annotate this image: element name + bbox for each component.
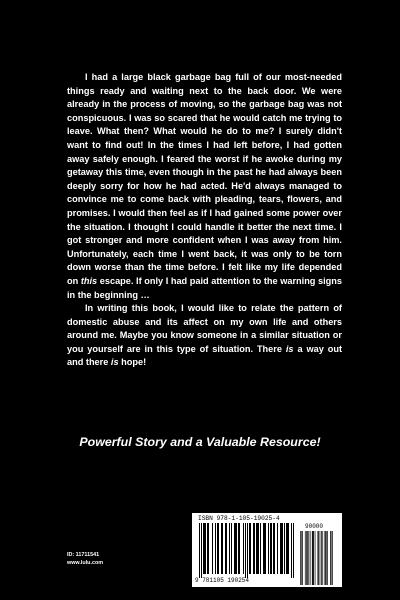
barcode-bar <box>264 523 265 574</box>
addon-bar <box>332 531 333 585</box>
barcode-bar <box>247 523 248 578</box>
barcode-bar <box>204 523 205 574</box>
addon-bar <box>331 531 332 585</box>
barcode-bar <box>253 523 254 574</box>
barcode-bar <box>231 523 232 574</box>
barcode-bar <box>250 523 251 574</box>
blurb-p2-text-c: hope! <box>118 357 147 368</box>
barcode-bar <box>280 523 281 574</box>
barcode-bar <box>293 523 294 578</box>
barcode-bar <box>288 523 289 574</box>
blurb-p1-text-a: I had a large black garbage bag full of our most-needed things ready and waiting next to the back door. We were already in the process of moving, so the garbage bag was not conspicuous. I was so scared that he would catch me trying to leave. What then? What would he do to me? I surely didn't want to find out! In the times I had left before, I had gotten away safely enough. I feared the worst if he awoke during my getaway this time, even though in the past he had always been deeply sorry for how he had acted. He'd always managed to convince me to come back with pleading, tears, flowers, and promises. I would then feel as if I had gained some power over the situation. I thought I could handle it better the next time. I got stronger and more confident when I was away from him. Unfortunately, each time I went back, it was only to be torn down worse than the time before. I felt like my life depended on <box>67 72 342 286</box>
barcode-bar <box>208 523 209 574</box>
addon-bar <box>326 531 327 585</box>
addon-bar <box>305 531 306 585</box>
barcode-bar <box>263 523 264 574</box>
barcode-bar <box>222 523 223 574</box>
barcode-bar <box>281 523 282 574</box>
barcode-bar <box>287 523 288 574</box>
addon-digits: 90000 <box>305 523 324 530</box>
barcode-bar <box>258 523 259 574</box>
barcode-bar <box>284 523 285 574</box>
blurb-p2-emphasis-2: is <box>110 357 119 368</box>
addon-bars <box>300 523 336 585</box>
barcode-bar <box>277 523 278 574</box>
addon-bar <box>327 531 328 585</box>
publisher-imprint <box>67 551 103 567</box>
barcode-bar <box>212 523 213 574</box>
addon-bar <box>312 531 313 585</box>
book-id: ID: 11711541 <box>67 552 100 558</box>
blurb-p2-text-b: a way out and there <box>67 343 342 368</box>
addon-bar <box>313 531 314 585</box>
barcode-bar <box>268 523 269 574</box>
addon-bar <box>318 531 319 585</box>
barcode-bar <box>254 523 255 574</box>
blurb-paragraph-2 <box>67 302 342 370</box>
barcode-bar <box>239 523 240 574</box>
barcode-bar <box>238 523 239 574</box>
barcode-bar <box>271 523 272 574</box>
barcode-bar <box>286 523 287 574</box>
barcode-bar <box>236 523 237 574</box>
tagline: Powerful Story and a Valuable Resource! <box>79 435 321 449</box>
blurb-p1-text-b: escape. If only I had paid attention to the warning signs in the beginning … <box>67 275 342 300</box>
blurb-p2-text-a: In writing this book, I would like to relate the pattern of domestic abuse and its affect on my own life and others around me. Maybe you know someone in a similar situation or you yourself are in this type of situation. There <box>67 303 342 354</box>
barcode-bar <box>243 523 244 574</box>
barcode-bar <box>282 523 283 574</box>
addon-bar <box>300 531 301 585</box>
addon-bar <box>318 531 319 585</box>
barcode-bar <box>218 523 219 574</box>
barcode-bar <box>249 523 250 574</box>
barcode-bar <box>203 523 204 574</box>
addon-bar <box>330 531 331 585</box>
addon-bar <box>306 531 307 585</box>
barcode-bar <box>199 523 200 578</box>
addon-bar <box>322 531 323 585</box>
barcode-digits: 9 781105 190254 <box>195 577 250 584</box>
barcode-bar <box>273 523 274 574</box>
barcode-bar <box>215 523 216 574</box>
barcode-bar <box>205 523 206 574</box>
barcode-bar <box>217 523 218 574</box>
blurb-p2-emphasis-1: is <box>285 343 294 354</box>
ean13-bars <box>198 523 296 578</box>
barcode-bar <box>226 523 227 574</box>
barcode-bar <box>257 523 258 574</box>
barcode-bar <box>274 523 275 574</box>
addon-bar <box>302 531 303 585</box>
barcode-bar <box>207 523 208 574</box>
barcode-bar <box>265 523 266 574</box>
addon-bar <box>320 531 321 585</box>
addon-bar <box>308 531 309 585</box>
isbn-label: ISBN 978-1-105-19025-4 <box>198 515 280 522</box>
barcode-bar <box>245 523 246 578</box>
back-cover-blurb <box>67 71 342 370</box>
addon-bar <box>321 531 322 585</box>
blurb-paragraph-1 <box>67 71 342 302</box>
barcode-bar <box>225 523 226 574</box>
addon-bar <box>301 531 302 585</box>
addon-bar <box>313 531 314 585</box>
addon-bar <box>315 531 316 585</box>
publisher-url: www.lulu.com <box>67 560 104 566</box>
blurb-p1-emphasis: this <box>80 275 98 286</box>
barcode-bar <box>291 523 292 578</box>
addon-bar <box>325 531 326 585</box>
addon-bar <box>307 531 308 585</box>
barcode-bar <box>201 523 202 578</box>
barcode-bar <box>234 523 235 574</box>
addon-bar <box>310 531 311 585</box>
addon-bar <box>325 531 326 585</box>
barcode-bar <box>260 523 261 574</box>
barcode-bar <box>235 523 236 574</box>
barcode-bar <box>221 523 222 574</box>
barcode-bar <box>270 523 271 574</box>
barcode-bar <box>229 523 230 574</box>
barcode-bar <box>256 523 257 574</box>
isbn-barcode <box>192 513 342 587</box>
